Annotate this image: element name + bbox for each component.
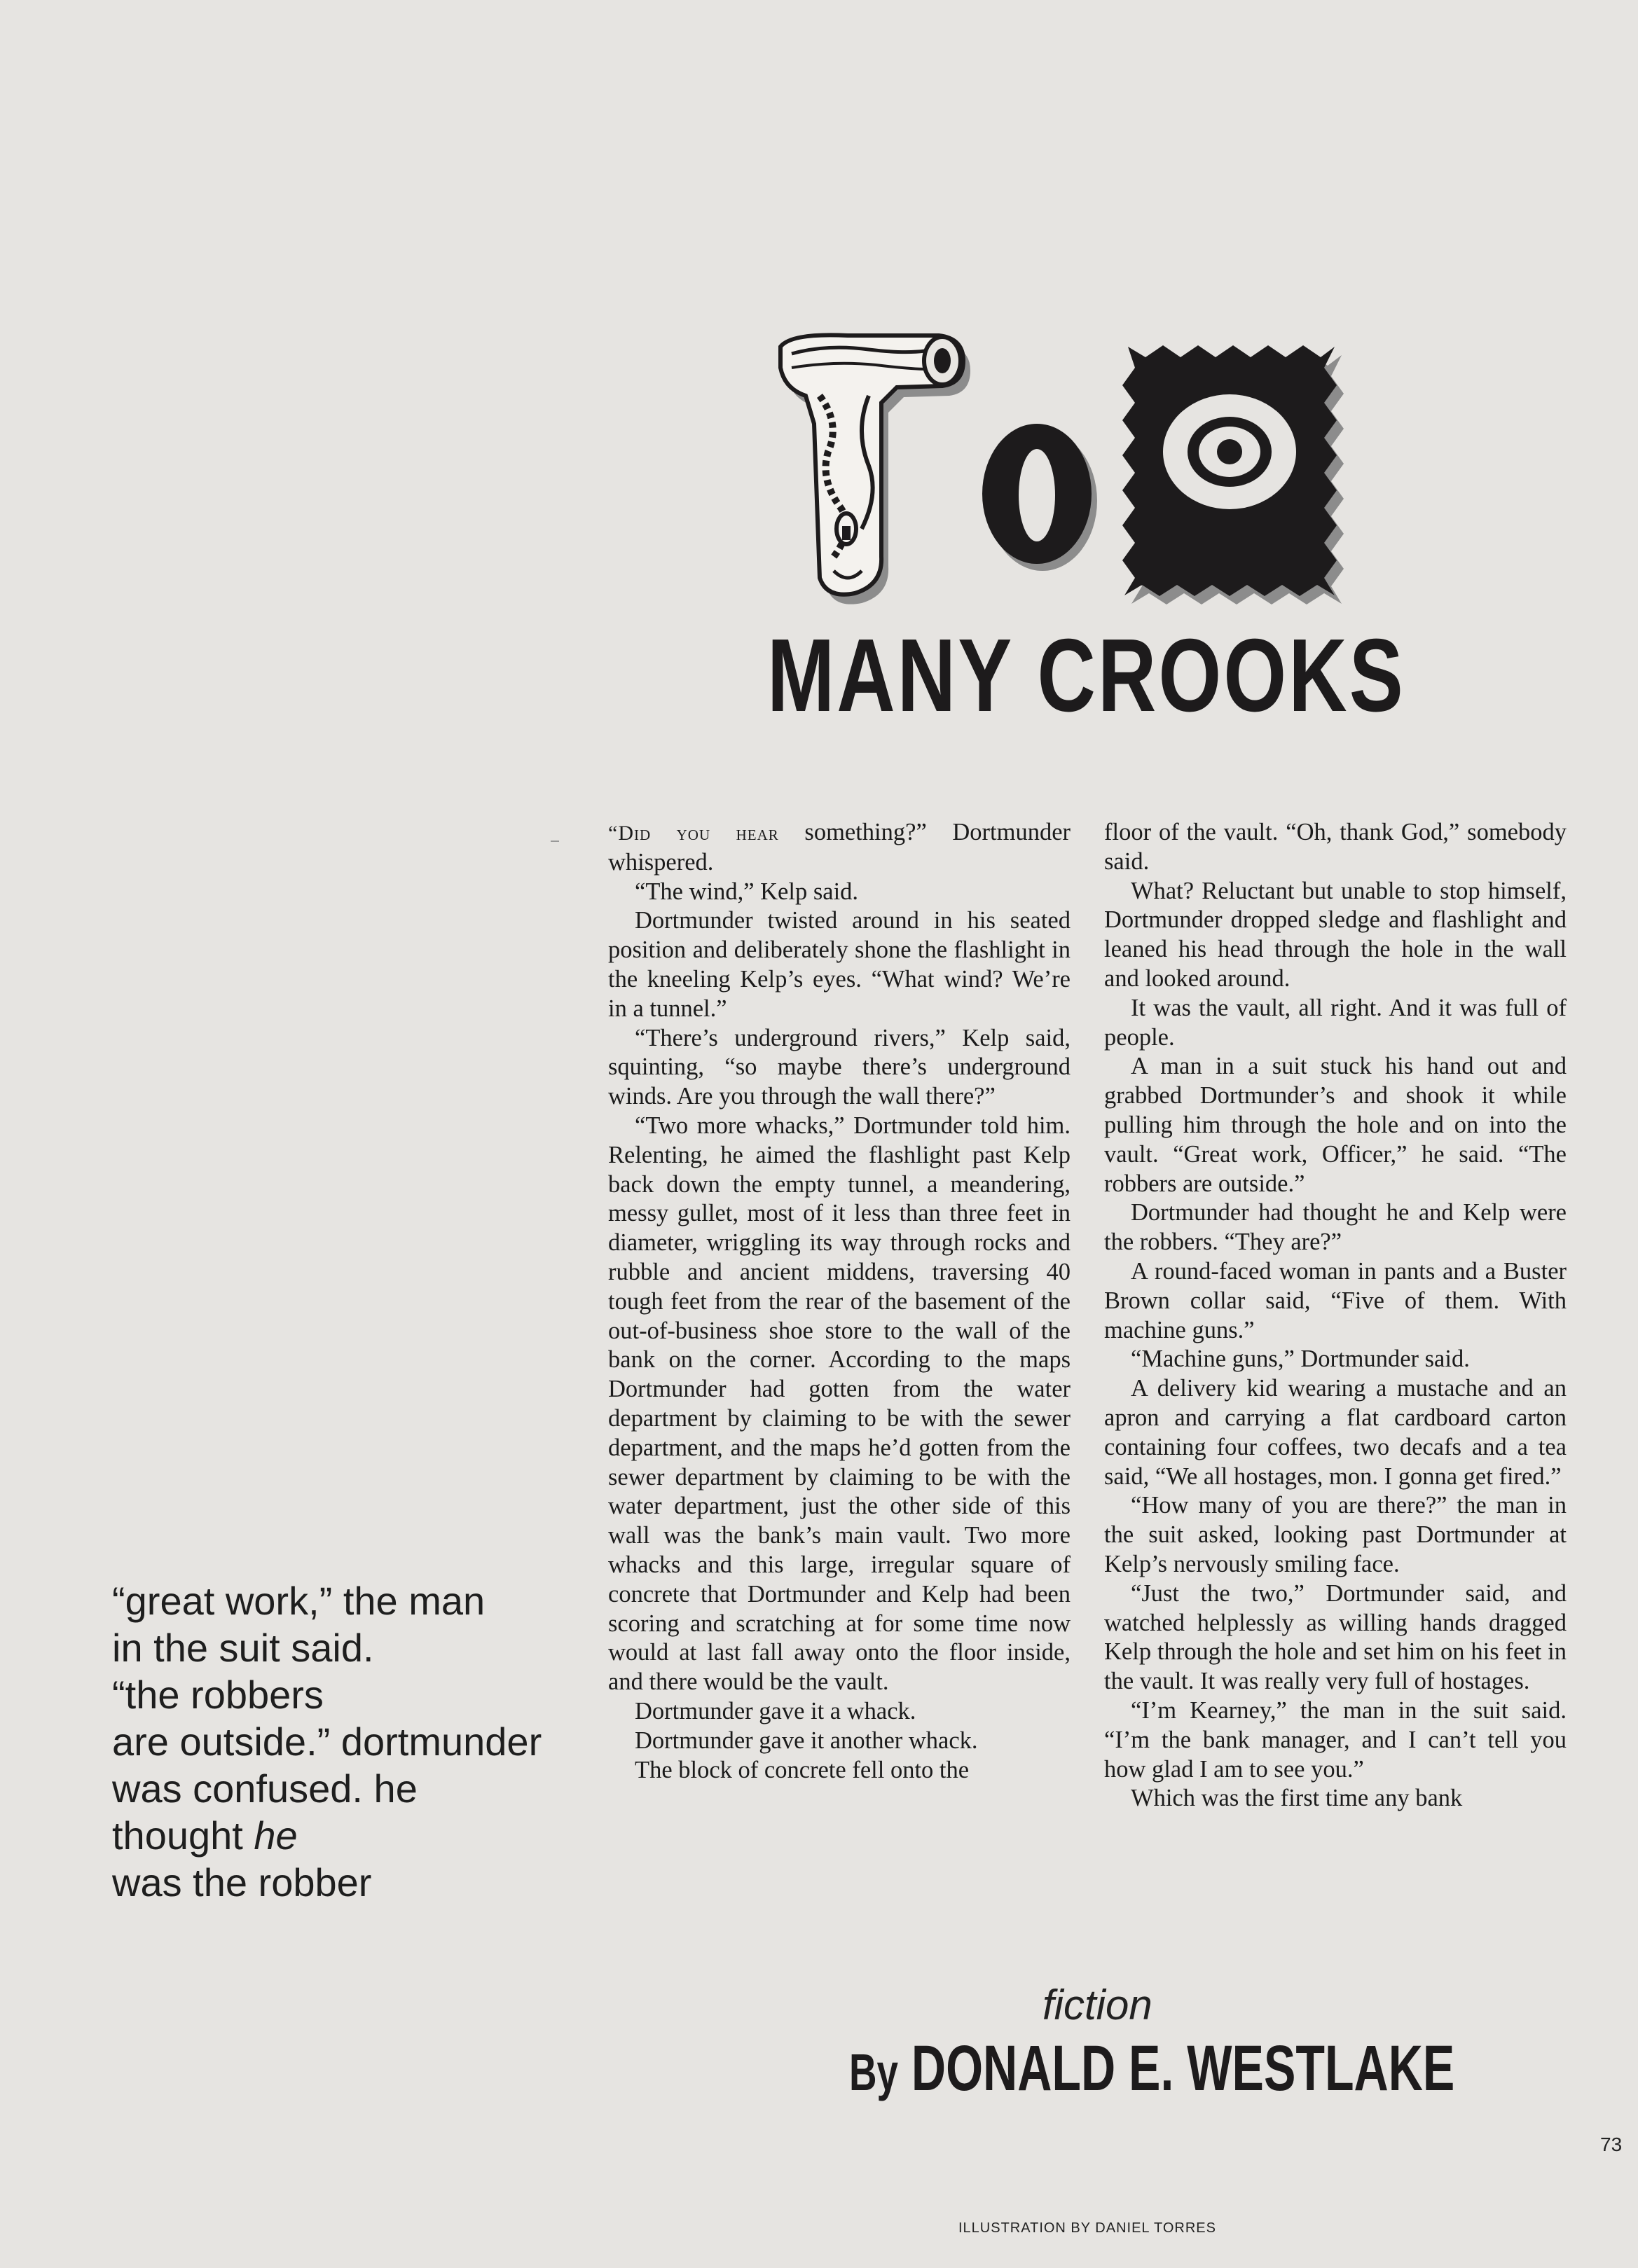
lead-text: something?” Dortmunder whispered. <box>608 819 1071 876</box>
pull-quote-line: “great work,” the man <box>112 1579 486 1623</box>
paragraph: “I’m Kearney,” the man in the suit said. “I’m the bank manager, and I can’t tell you how glad I am to see you.” <box>1104 1696 1567 1783</box>
paragraph: “Just the two,” Dortmunder said, and watched helplessly as willing hands dragged Kelp through the hole and set him on his feet in the vault. It was really very full of hostages. <box>1104 1579 1567 1695</box>
pull-quote-line: was confused. he <box>112 1766 418 1811</box>
lead-smallcaps: “Did you hear <box>608 822 779 845</box>
illustration-credit: ILLUSTRATION BY DANIEL TORRES <box>958 2220 1216 2236</box>
paragraph: Dortmunder gave it a whack. <box>635 1697 916 1724</box>
paragraph: A delivery kid wearing a mustache and an apron and carrying a flat cardboard carton containing four coffees, two decafs and a tea said, “We all hostages, mon. I gonna get fired.” <box>1104 1375 1567 1490</box>
title-subheading: MANY CROOKS <box>767 618 1405 733</box>
column-rule-mark <box>551 841 559 842</box>
paragraph: “The wind,” Kelp said. <box>635 878 859 905</box>
pull-quote-line: “the robbers <box>112 1673 324 1717</box>
pull-quote-line: was the robber <box>112 1860 372 1904</box>
paragraph: “Machine guns,” Dortmunder said. <box>1131 1346 1470 1373</box>
paragraph: It was the vault, all right. And it was full of people. <box>1104 994 1567 1051</box>
pull-quote <box>112 1577 603 1906</box>
pull-quote-emphasis: he <box>254 1813 298 1858</box>
letter-o-glyph <box>982 424 1097 571</box>
paragraph: Which was the first time any bank <box>1131 1785 1463 1812</box>
title-illustration <box>764 319 1394 613</box>
paragraph: A round-faced woman in pants and a Buster Brown collar said, “Five of them. With machine guns.” <box>1104 1257 1567 1343</box>
pull-quote-text: thought <box>112 1813 254 1858</box>
pull-quote-line: in the suit said. <box>112 1626 374 1670</box>
stamp-o-glyph <box>1122 345 1344 604</box>
paragraph: The block of concrete fell onto the <box>635 1756 970 1783</box>
paragraph: “Two more whacks,” Dortmunder told him. Relenting, he aimed the flashlight past Kelp back down the empty tunnel, a meandering, messy gullet, most of it less than three feet in diameter, wriggling its way through rocks and rubble and ancient middens, traversing 40 tough feet from the rear of the basement of the out-of-business shoe store to the wall of the bank on the corner. According to the maps Dortmunder had gotten from the water department by claiming to be with the sewer department, and the maps he’d gotten from the sewer department by claiming to be with the water department, just the other side of this wall was the bank’s main vault. Two more whacks and this large, irregular square of concrete that Dortmunder and Kelp had been scoring and scratching at for some time now would at last fall away onto the floor inside, and there would be the vault. <box>608 1112 1071 1696</box>
paragraph: Dortmunder twisted around in his seated position and deliberately shone the flashlight in the kneeling Kelp’s eyes. “What wind? We’re in a tunnel.” <box>608 907 1071 1022</box>
pull-quote-line <box>112 1812 603 1859</box>
paragraph: Dortmunder had thought he and Kelp were the robbers. “They are?” <box>1104 1199 1567 1256</box>
paragraph: Dortmunder gave it another whack. <box>635 1727 978 1754</box>
letter-t-illustration <box>780 335 970 604</box>
lead-paragraph <box>608 818 1071 878</box>
byline-by: By <box>849 2043 899 2101</box>
author-byline <box>849 2033 1455 2106</box>
page-number: 73 <box>1600 2134 1623 2155</box>
article-column-2 <box>1104 818 1567 1813</box>
paragraph: “There’s underground rivers,” Kelp said, squinting, “so maybe there’s underground winds. Are you through the wall there?” <box>608 1024 1071 1110</box>
pull-quote-line: are outside.” dortmunder <box>112 1720 542 1764</box>
section-kicker: fiction <box>1042 1982 1152 2028</box>
paragraph: What? Reluctant but unable to stop himself, Dortmunder dropped sledge and flashlight and leaned his head through the hole in the wall and looked around. <box>1104 877 1567 992</box>
paragraph: “How many of you are there?” the man in the suit asked, looking past Dortmunder at Kelp’s nervously smiling face. <box>1104 1492 1567 1577</box>
article-column-1 <box>608 818 1071 1785</box>
continuation-paragraph: floor of the vault. “Oh, thank God,” somebody said. <box>1104 819 1567 875</box>
author-name: DONALD E. WESTLAKE <box>911 2033 1455 2104</box>
paragraph: A man in a suit stuck his hand out and grabbed Dortmunder’s and shook it while pulling him through the hole and on into the vault. “Great work, Officer,” he said. “The robbers are outside.” <box>1104 1053 1567 1197</box>
